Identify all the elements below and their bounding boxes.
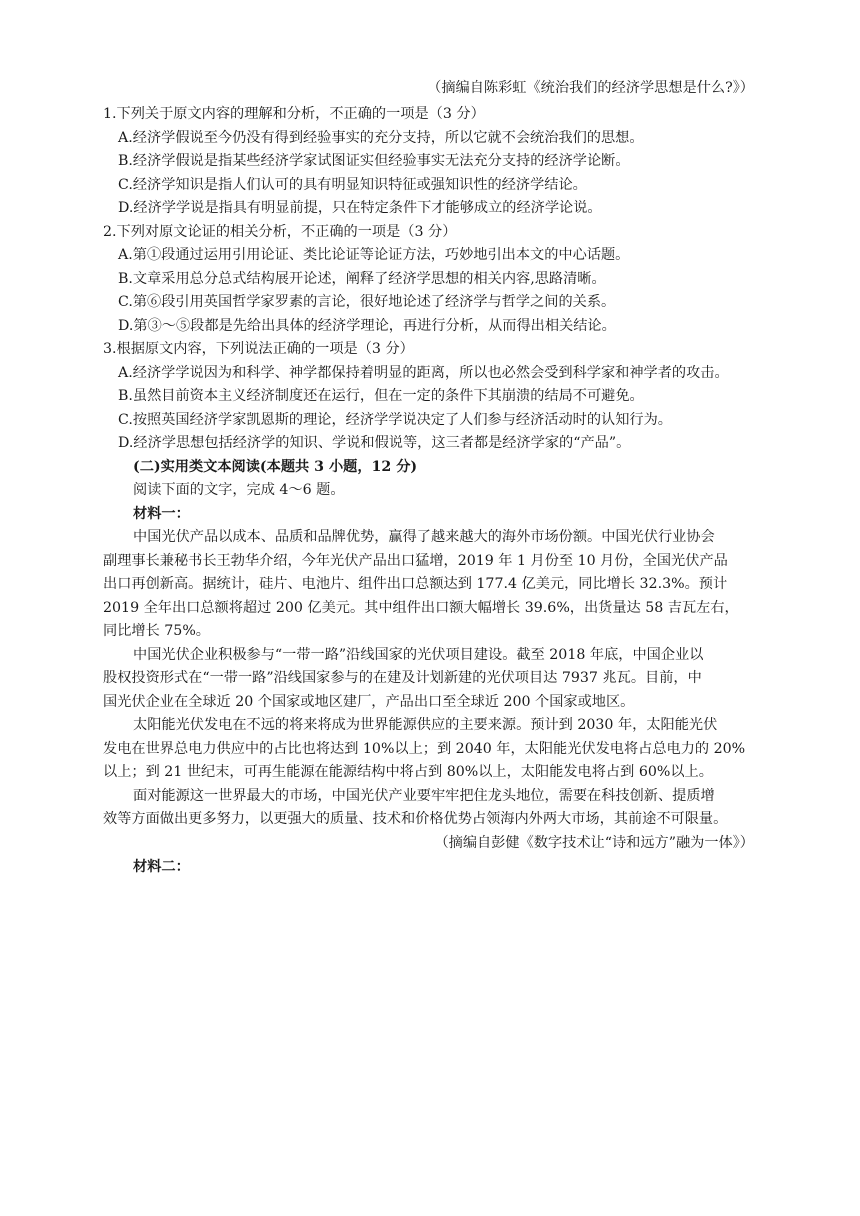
question-1-option-d: D.经济学学说是指具有明显前提，只在特定条件下才能够成立的经济学论说。	[118, 200, 602, 216]
material-1-line: 中国光伏产品以成本、品质和品牌优势，赢得了越来越大的海外市场份额。中国光伏行业协会	[133, 529, 715, 545]
material-1-line: 效等方面做出更多努力，以更强大的质量、技术和价格优势占领海内外两大市场，其前途不可限量。	[103, 811, 728, 827]
question-1-option-b: B.经济学假说是指某些经济学家试图证实但经验事实无法充分支持的经济学论断。	[118, 153, 630, 169]
question-1-stem: 1.下列关于原文内容的理解和分析，不正确的一项是（3 分）	[103, 106, 485, 122]
question-2-option-b: B.文章采用总分总式结构展开论述，阐释了经济学思想的相关内容,思路清晰。	[118, 271, 606, 287]
material-1-line: 中国光伏企业积极参与“一带一路”沿线国家的光伏项目建设。截至 2018 年底，中国企业以	[133, 647, 704, 663]
source-citation-1: （摘编自陈彩虹《统治我们的经济学思想是什么?》）	[427, 80, 754, 96]
question-3-option-d: D.经济学思想包括经济学的知识、学说和假说等，这三者都是经济学家的“产品”。	[118, 435, 631, 451]
material-1-line: 以上；到 21 世纪末，可再生能源在能源结构中将占到 80%以上，太阳能发电将占到 60%以上。	[103, 764, 713, 780]
material-1-line: 股权投资形式在“一带一路”沿线国家参与的在建及计划新建的光伏项目达 7937 兆瓦。目前，中	[103, 670, 702, 686]
question-3-option-a: A.经济学学说因为和科学、神学都保持着明显的距离，所以也必然会受到科学家和神学者的攻击。	[118, 365, 729, 381]
question-1-option-a: A.经济学假说至今仍没有得到经验事实的充分支持，所以它就不会统治我们的思想。	[118, 130, 644, 146]
section-heading: (二)实用类文本阅读(本题共 3 小题，12 分)	[133, 459, 418, 475]
question-3-option-b: B.虽然目前资本主义经济制度还在运行，但在一定的条件下其崩溃的结局不可避免。	[118, 388, 644, 404]
material-1-line: 2019 全年出口总额将超过 200 亿美元。其中组件出口额大幅增长 39.6%，出货量达 58 吉瓦左右，	[103, 600, 739, 616]
material-1-line: 出口再创新高。据统计，硅片、电池片、组件出口总额达到 177.4 亿美元，同比增长 32.3%。预计	[103, 576, 728, 592]
question-3-stem: 3.根据原文内容，下列说法正确的一项是（3 分）	[103, 341, 414, 357]
material-1-line: 面对能源这一世界最大的市场，中国光伏产业要牢牢把住龙头地位，需要在科技创新、提质增	[133, 788, 715, 804]
material-1-line: 副理事长兼秘书长王勃华介绍，今年光伏产品出口猛增，2019 年 1 月份至 10 月份，全国光伏产品	[103, 553, 728, 569]
material-2-label: 材料二：	[133, 859, 190, 875]
material-1-line: 太阳能光伏发电在不远的将来将成为世界能源供应的主要来源。预计到 2030 年，太阳能光伏	[133, 717, 718, 733]
material-1-line: 同比增长 75%。	[103, 623, 210, 639]
question-2-option-c: C.第⑥段引用英国哲学家罗素的言论，很好地论述了经济学与哲学之间的关系。	[118, 294, 616, 310]
instruction-text: 阅读下面的文字，完成 4～6 题。	[133, 482, 345, 498]
question-3-option-c: C.按照英国经济学家凯恩斯的理论，经济学学说决定了人们参与经济活动时的认知行为。	[118, 412, 672, 428]
material-1-line: 国光伏企业在全球近 20 个国家或地区建厂，产品出口至全球近 200 个国家或地区。	[103, 694, 635, 710]
material-1-line: 发电在世界总电力供应中的占比也将达到 10%以上；到 2040 年，太阳能光伏发电将占总电力的 20%	[103, 741, 746, 757]
question-2-option-d: D.第③～⑤段都是先给出具体的经济学理论，再进行分析，从而得出相关结论。	[118, 318, 616, 334]
material-1-label: 材料一：	[133, 506, 190, 522]
question-2-stem: 2.下列对原文论证的相关分析，不正确的一项是（3 分）	[103, 224, 457, 240]
question-1-option-c: C.经济学知识是指人们认可的具有明显知识特征或强知识性的经济学结论。	[118, 177, 587, 193]
question-2-option-a: A.第①段通过运用引用论证、类比论证等论证方法，巧妙地引出本文的中心话题。	[118, 247, 630, 263]
source-citation-2: （摘编自彭健《数字技术让“诗和远方”融为一体》）	[434, 835, 754, 851]
